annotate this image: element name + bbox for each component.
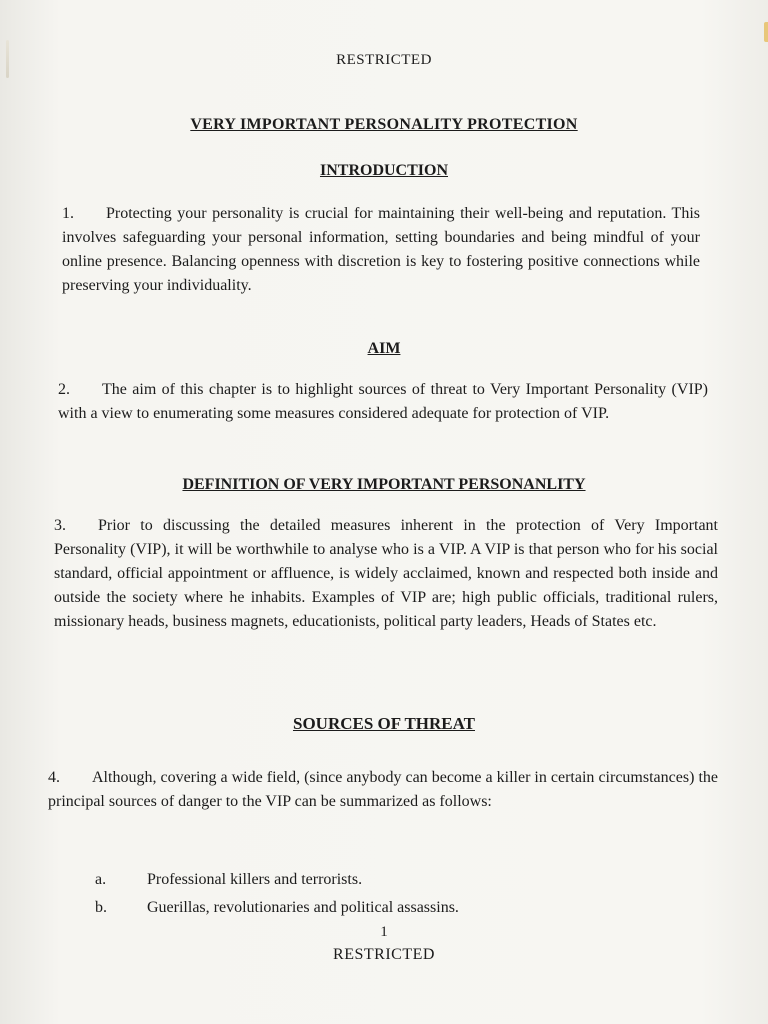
paragraph-number: 1. — [62, 205, 74, 222]
paragraph-4 — [48, 766, 718, 814]
paragraph-number: 2. — [58, 381, 70, 398]
paragraph-1 — [62, 202, 700, 298]
footer-classification: RESTRICTED — [333, 946, 435, 963]
document-title: VERY IMPORTANT PERSONALITY PROTECTION — [190, 116, 578, 133]
paragraph-text: The aim of this chapter is to highlight sources of threat to Very Important Personality (VIP) with a view to enumerating some measures considered adequate for protection of VIP. — [58, 381, 708, 422]
page-number: 1 — [380, 924, 388, 940]
paragraph-number: 4. — [48, 769, 60, 786]
paragraph-text: Prior to discussing the detailed measures inherent in the protection of Very Important Personality (VIP), it will be worthwhile to analyse who is a VIP. A VIP is that person who for his social standard, official appointment or affluence, is widely acclaimed, known and respected both inside and outside the society where he inhabits. Examples of VIP are; high public officials, traditional rulers, missionary heads, business magnets, educationists, political party leaders, Heads of States etc. — [54, 517, 718, 630]
section-heading-sources-of-threat: SOURCES OF THREAT — [292, 714, 475, 733]
list-item-letter: b. — [95, 899, 107, 916]
list-item — [95, 868, 362, 892]
list-item-text: Professional killers and terrorists. — [147, 871, 363, 888]
list-item — [95, 896, 459, 920]
paragraph-text: Protecting your personality is crucial for maintaining their well-being and reputation. This involves safeguarding your personal information, setting boundaries and being mindful of your online presence. Balancing openness with discretion is key to fostering positive connections while preserving your individuality. — [62, 205, 700, 294]
header-classification: RESTRICTED — [336, 52, 432, 68]
section-heading-introduction: INTRODUCTION — [319, 162, 448, 179]
list-item-text: Guerillas, revolutionaries and political assassins. — [147, 899, 459, 916]
paragraph-3 — [54, 514, 718, 634]
paragraph-2 — [58, 378, 708, 426]
paragraph-text: Although, covering a wide field, (since anybody can become a killer in certain circumstances) the principal sources of danger to the VIP can be summarized as follows: — [48, 769, 718, 810]
section-heading-aim: AIM — [367, 340, 401, 357]
paragraph-number: 3. — [54, 517, 66, 534]
section-heading-definition: DEFINITION OF VERY IMPORTANT PERSONANLITY — [182, 476, 586, 493]
list-item-letter: a. — [95, 871, 107, 888]
page-edge-tab — [764, 22, 768, 42]
